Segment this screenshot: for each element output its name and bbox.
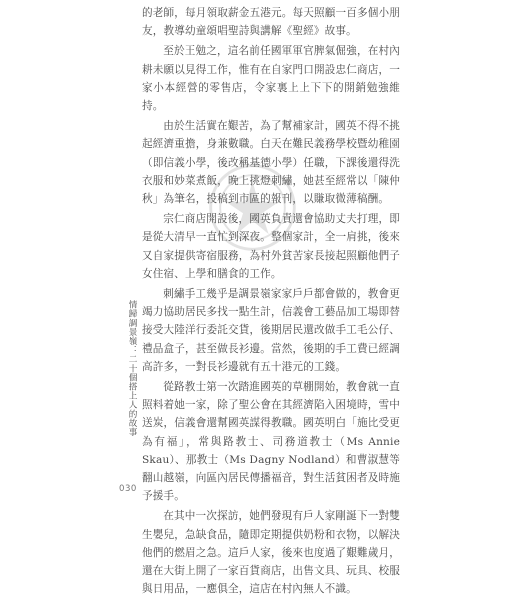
paragraph-6: 從路教士第一次踏進國英的草棚開始，教會就一直照料着她一家，除了聖公會在其經濟陷入困境時，雪中送炭，信義會還幫國英謀得教職。國英明白「施比受更為有福」，常與路教士、司務道教士（Ms Annie Skau）、那教士（Ms Dagny Nodland）和曹淑慧等翻山越嶺，向區內居民傳播福音，對生活貧困者及時施予援手。 — [142, 381, 400, 503]
paragraph-2: 至於王勉之，這名前任國軍軍官脾氣倔強，在村內耕未願以見得工作，惟有在自家門口開設忠仁商店，一家小本經營的零售店，令家裏上上下下的開銷勉強維持。 — [142, 45, 400, 113]
paragraph-7: 在其中一次探訪，她們發現有戶人家剛誕下一對雙生嬰兒，急缺食品，隨即定期提供奶粉和衣物，以解決他們的燃眉之急。這戶人家，後來也度過了艱難歲月，還在大街上開了一家百貨商店，出售文具、玩具、校服與日用品，一應俱全，這店在村內無人不識。 — [142, 510, 400, 596]
paragraph-1: 的老師，每月領取薪金五港元。每天照顧一百多個小朋友，教導幼童頌唱聖詩與講解《聖經》故事。 — [142, 7, 400, 38]
paragraph-3: 由於生活實在艱苦，為了幫補家計，國英不得不挑起經濟重擔，身兼數職。白天在難民義務學校暨幼稚園（即信義小學，後改稱基德小學）任職，下課後還得洗衣服和妙菜煮飯，晚上挑燈刺繡，她甚至經常以「陳仲秋」為筆名，投稿到市區的報刊，以賺取微薄稿酬。 — [142, 120, 400, 206]
paragraph-5: 刺繡手工幾乎是調景嶺家家戶戶都會做的，教會更竭力協助居民多找一點生計，信義會工藝品加工場即替接受大陸洋行委託交貨，後期居民還改做手工毛公仔、禮品盒子，甚至做長衫邊。當然，後期的手工費已經調高許多，一對長衫邊就有五十港元的工錢。 — [142, 288, 400, 373]
body-text — [142, 4, 400, 601]
page-number: 030 — [119, 484, 137, 494]
running-title: 情歸調景嶺：二十個搭上人的故事 — [127, 300, 137, 437]
paragraph-4: 宗仁商店開設後，國英負責還會協助丈夫打理，即是從大清早一直忙到深夜。整個家計，全一肩挑，後來又自家提供寄宿服務，為村外貧苦家長接起照顧他們子女住宿、上學和膳食的工作。 — [142, 213, 400, 280]
